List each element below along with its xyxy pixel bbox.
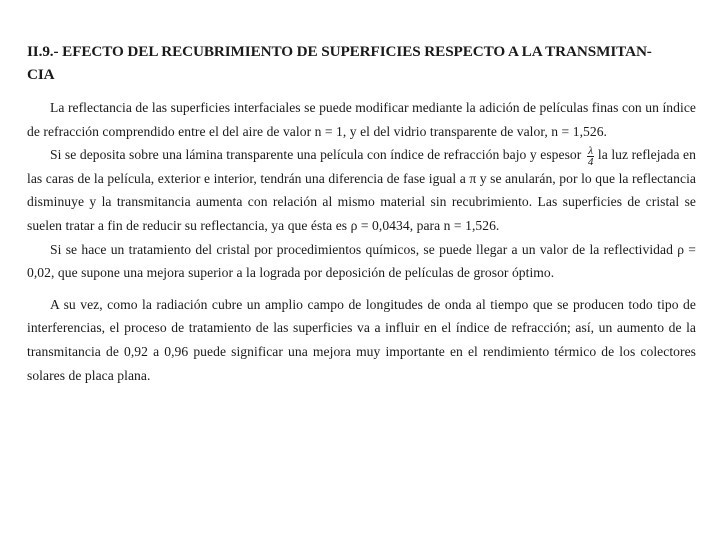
- paragraph-thin-film: [27, 143, 696, 237]
- paragraph-chemical-treatment: Si se hace un tratamiento del cristal por procedimientos químicos, se puede llegar a un valor de la reflectividad ρ = 0,02, que supone una mejora superior a la lograda por deposición de películas de grosor óptimo.: [27, 241, 696, 281]
- fraction-denominator: 4: [587, 155, 594, 168]
- section-title-line-2: CIA: [27, 66, 55, 83]
- paragraph-thin-film-text-start: Si se deposita sobre una lámina transparente una película con índice de refracción bajo y espesor: [50, 147, 582, 163]
- paragraph-transmittance-effect: A su vez, como la radiación cubre un amplio campo de longitudes de onda al tiempo que se producen todo tipo de interferencias, el proceso de tratamiento de las superficies va a influir en el índice de refracción; así, un aumento de la transmitancia de 0,92 a 0,96 puede significar una mejora muy importante en el rendimiento térmico de los colectores solares de placa plana.: [27, 296, 696, 383]
- paragraph-thin-film-text-end: la luz reflejada en las caras de la película, exterior e interior, tendrán una diferencia de fase igual a π y se anularán, por lo que la reflectancia disminuye y la transmitancia aumenta con relación al mismo material sin recubrimiento. Las superficies de cristal se suelen tratar a fin de reducir su reflectancia, ya que ésta es ρ = 0,0434, para n = 1,526.: [27, 147, 696, 233]
- document-page: [27, 40, 696, 387]
- fraction-numerator: λ: [588, 144, 594, 157]
- section-title-line-1: II.9.- EFECTO DEL RECUBRIMIENTO DE SUPERFICIES RESPECTO A LA TRANSMITAN-: [27, 43, 652, 60]
- paragraph-reflectance-intro: La reflectancia de las superficies interfaciales se puede modificar mediante la adición de películas finas con un índice de refracción comprendido entre el del aire de valor n = 1, y el del vidrio transparente de valor, n = 1,526.: [27, 100, 696, 139]
- section-title: [27, 40, 696, 86]
